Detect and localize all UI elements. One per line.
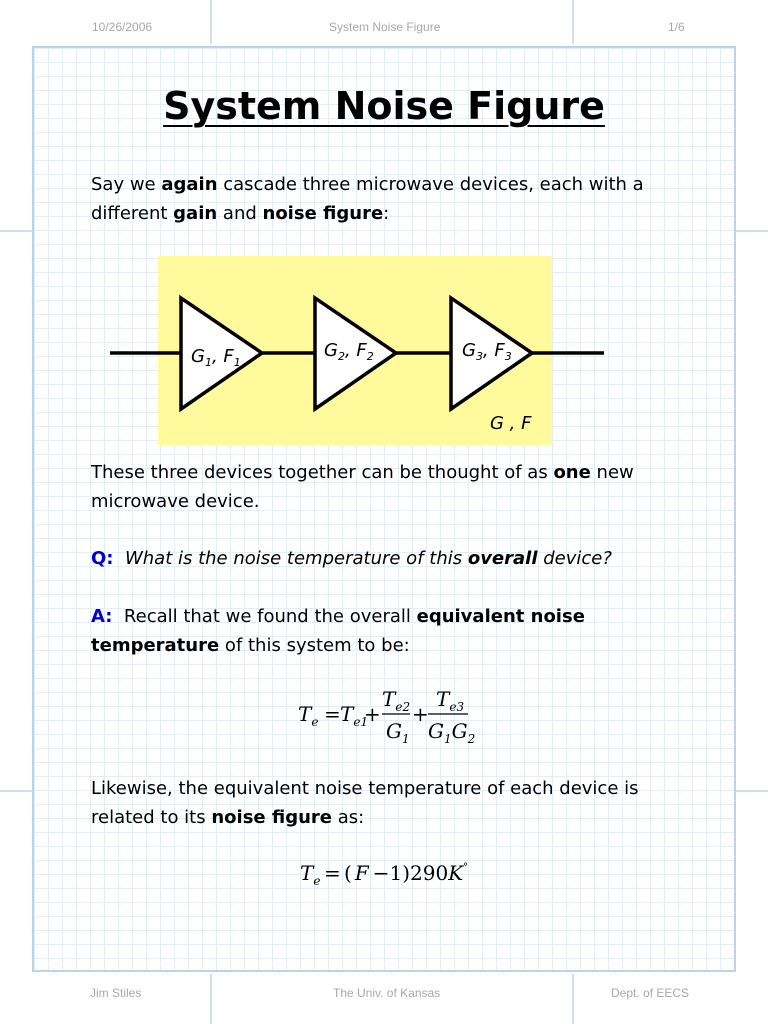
svg-text:Te: $T_e$ [298, 702, 319, 729]
amp1-label: $G_1$, $F_1$ [191, 346, 241, 369]
equation-noise-temperature [298, 687, 475, 746]
text: and [217, 203, 263, 224]
bold-text: overall [467, 548, 538, 569]
text: of this system to be: [219, 635, 410, 656]
text: Recall that we found the overall [123, 606, 417, 627]
header-date: 10/26/2006 [92, 20, 153, 34]
svg-text:Te: $T_e$ [300, 861, 321, 888]
amp3-label: $G_3$, $F_3$ [462, 340, 512, 363]
overall-gain-noise-label: G , F [490, 413, 532, 434]
bold-text: again [161, 174, 218, 195]
noise-figure-paragraph [91, 774, 671, 832]
text: Likewise, the equivalent noise temperature of each device is related to its [91, 778, 639, 828]
svg-text:+: + [364, 702, 381, 726]
svg-text:Te1: $T_{e1}$ [340, 702, 369, 729]
text: : [383, 203, 390, 224]
bold-text: noise figure [262, 203, 384, 224]
text: These three devices together can be thought of as [91, 462, 554, 483]
svg-text:Te3: $T_{e3}$ [436, 687, 465, 714]
bold-text: one [553, 462, 591, 483]
answer [91, 602, 631, 660]
svg-text:Te2: $T_{e2}$ [382, 687, 411, 714]
svg-text:G1: $G_1$ [386, 719, 410, 746]
svg-text:=: = [324, 702, 341, 726]
combined-device-paragraph [91, 458, 691, 516]
footer-university: The Univ. of Kansas [333, 986, 441, 1000]
bold-text: equivalent noise temperature [91, 606, 585, 656]
question-text: device? [537, 548, 612, 569]
header-page-number: 1/6 [668, 20, 685, 34]
question-text: What is the noise temperature of this [124, 548, 468, 569]
svg-text:=: = [324, 861, 341, 885]
answer-label: A: [91, 606, 113, 627]
bold-text: noise figure [211, 807, 333, 828]
page-title: System Noise Figure [163, 84, 605, 128]
text: as: [332, 807, 365, 828]
text: Say we [91, 174, 162, 195]
equation-noise-figure [300, 861, 468, 888]
text: new microwave device. [91, 462, 634, 512]
text: cascade three microwave devices, each with a different [91, 174, 644, 224]
question [91, 544, 711, 573]
svg-text:+: + [412, 702, 429, 726]
amp2-label: $G_2$, $F_2$ [324, 340, 374, 363]
question-label: Q: [91, 548, 114, 569]
header-title: System Noise Figure [329, 20, 441, 34]
footer-author: Jim Stiles [90, 986, 142, 1000]
footer-department: Dept. of EECS [611, 986, 690, 1000]
svg-text:G1G2: $G_1G_2$ [428, 719, 476, 746]
bold-text: gain [173, 203, 218, 224]
svg-text:(F−1)290K°: ( F −1)290K° [344, 861, 469, 885]
